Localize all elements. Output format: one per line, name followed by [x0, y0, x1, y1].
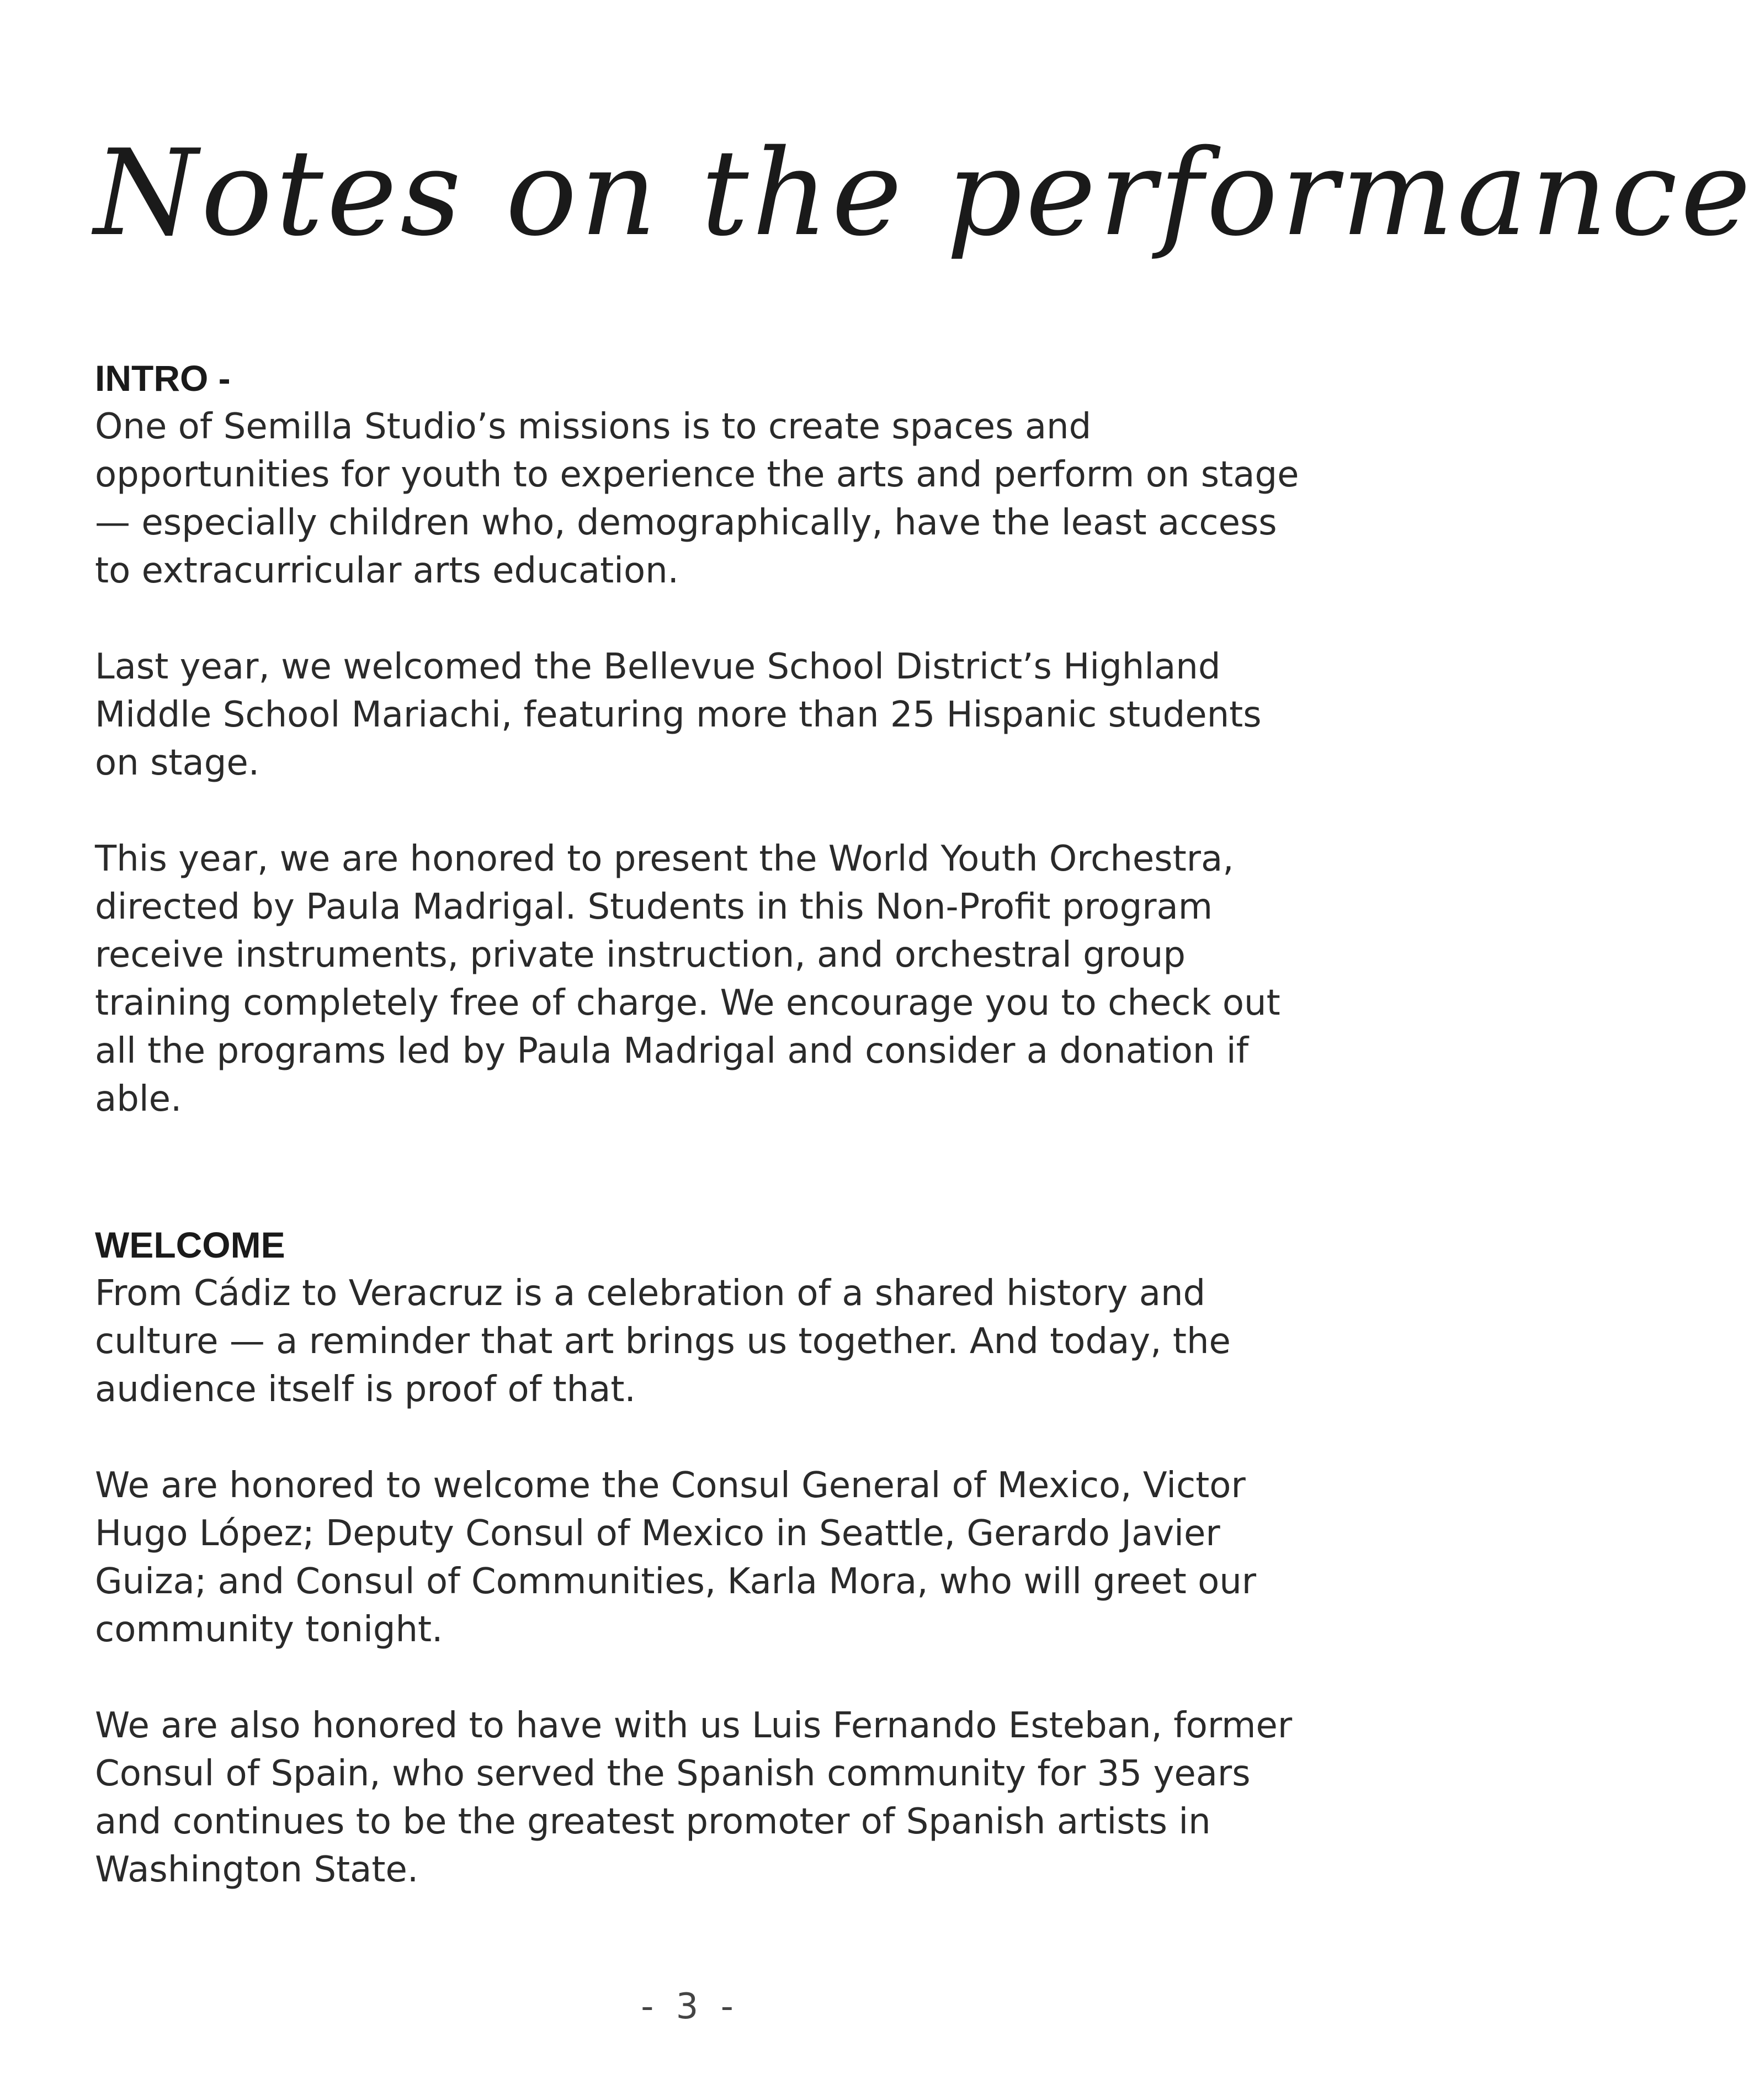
- welcome-paragraph-3: We are also honored to have with us Luis Fernando Esteban, former Consul of Spain, who served the Spanish community for 35 years and continues to be the greatest promoter of Spanish artists in Washington State.: [95, 1705, 1293, 1890]
- intro-section: [95, 353, 1309, 1123]
- intro-heading: INTRO -: [95, 358, 231, 399]
- page-number: - 3 -: [641, 1986, 739, 2027]
- intro-paragraph-2: Last year, we welcomed the Bellevue School District’s Highland Middle School Mariachi, featuring more than 25 Hispanic students on stage.: [95, 646, 1262, 783]
- welcome-section: [95, 1220, 1309, 1894]
- welcome-heading: WELCOME: [95, 1224, 285, 1265]
- welcome-paragraph-1: From Cádiz to Veracruz is a celebration of a shared history and culture — a reminder that art brings us together. And today, the audience itself is proof of that.: [95, 1273, 1231, 1410]
- welcome-paragraph-2: We are honored to welcome the Consul General of Mexico, Victor Hugo López; Deputy Consul of Mexico in Seattle, Gerardo Javier Guiza; and Consul of Communities, Karla Mora, who will greet our community tonight.: [95, 1465, 1257, 1650]
- intro-paragraph-1: One of Semilla Studio’s missions is to create spaces and opportunities for youth to experience the arts and perform on stage — especially children who, demographically, have the least access to extracurricular arts education.: [95, 406, 1299, 591]
- page-title: Notes on the performance: [94, 124, 1754, 262]
- notes-content: [95, 353, 1309, 1894]
- intro-paragraph-3: This year, we are honored to present the World Youth Orchestra, directed by Paula Madrigal. Students in this Non-Profit program receive instruments, private instruction, and orchestral group training completely free of charge. We encourage you to check out all the programs led by Paula Madrigal and consider a donation if able.: [95, 839, 1280, 1120]
